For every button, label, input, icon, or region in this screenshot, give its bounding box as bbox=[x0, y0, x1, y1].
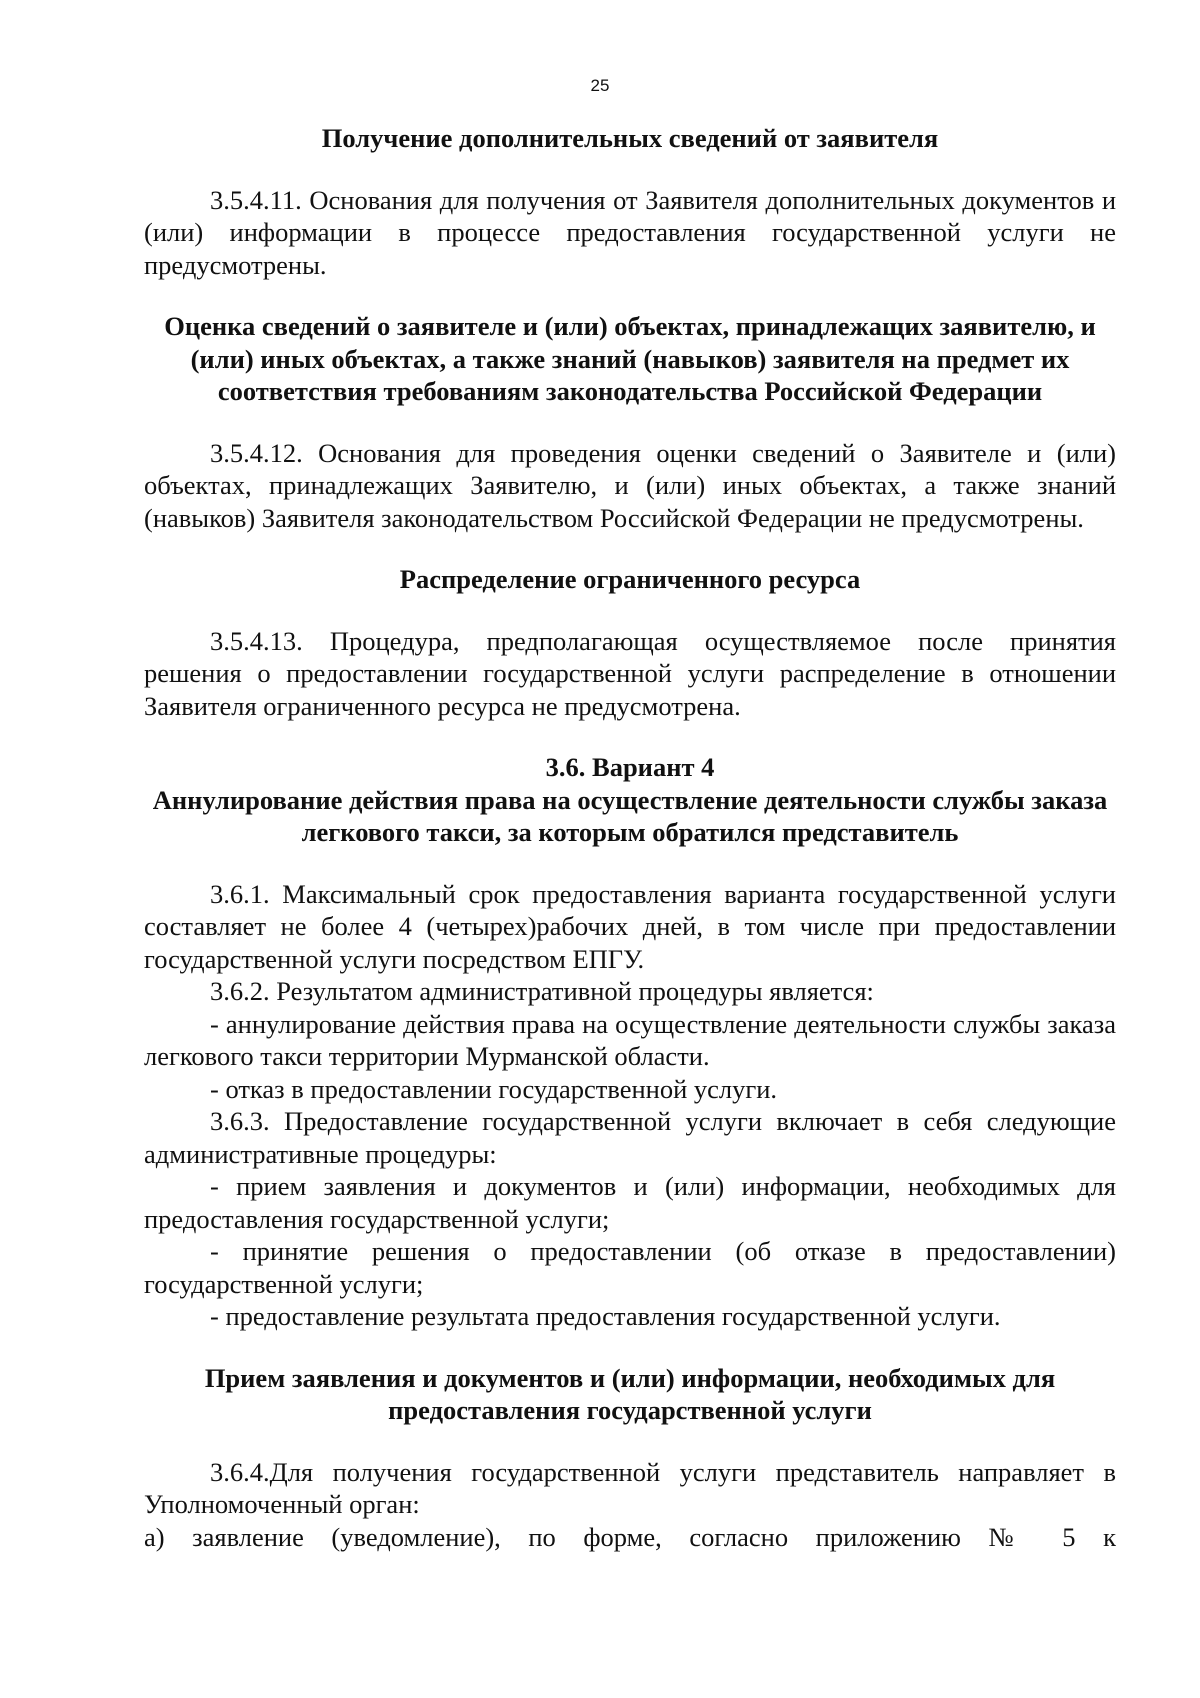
paragraph-3-6-4: 3.6.4.Для получения государственной услуги представитель направляет в Уполномоченный орган: bbox=[144, 1456, 1116, 1519]
heading-assessment: Оценка сведений о заявителе и (или) объектах, принадлежащих заявителю, и (или) иных объектах, а также знаний (навыков) заявителя на предмет их соответствия требованиям законодательства Российской Федерации bbox=[164, 311, 1096, 406]
heading-resource-distribution: Распределение ограниченного ресурса bbox=[399, 564, 861, 594]
paragraph-3-6-3: 3.6.3. Предоставление государственной услуги включает в себя следующие административные процедуры: bbox=[144, 1106, 1116, 1169]
page-content bbox=[144, 122, 1116, 1553]
heading-application-receipt: Прием заявления и документов и (или) информации, необходимых для предоставления государственной услуги bbox=[204, 1362, 1056, 1425]
section-number: 3.6. Вариант 4 bbox=[545, 752, 715, 782]
heading-additional-info: Получение дополнительных сведений от заявителя bbox=[321, 123, 939, 153]
page-number: 25 bbox=[590, 76, 610, 95]
list-item-annulment: - аннулирование действия права на осуществление деятельности службы заказа легкового такси территории Мурманской области. bbox=[144, 1008, 1116, 1071]
paragraph-3-5-4-11: 3.5.4.11. Основания для получения от Заявителя дополнительных документов и (или) информации в процессе предоставления государственной услуги не предусмотрены. bbox=[144, 184, 1116, 280]
list-item-decision: - принятие решения о предоставлении (об отказе в предоставлении) государственной услуги; bbox=[144, 1236, 1116, 1299]
paragraph-3-6-1: 3.6.1. Максимальный срок предоставления варианта государственной услуги составляет не более 4 (четырех)рабочих дней, в том числе при предоставлении государственной услуги посредством ЕПГУ. bbox=[144, 878, 1116, 974]
list-item-refusal: - отказ в предоставлении государственной услуги. bbox=[210, 1073, 778, 1104]
list-item-result: - предоставление результата предоставления государственной услуги. bbox=[210, 1301, 1001, 1331]
list-item-a-text: а) заявление (уведомление), по форме, согласно приложению № 5 к bbox=[144, 1521, 1116, 1552]
paragraph-3-6-2: 3.6.2. Результатом административной процедуры является: bbox=[210, 976, 874, 1006]
paragraph-3-5-4-12: 3.5.4.12. Основания для проведения оценки сведений о Заявителе и (или) объектах, принадлежащих Заявителю, и (или) иных объектах, а также знаний (навыков) Заявителя законодательством Российской Федерации не предусмотрены. bbox=[144, 437, 1116, 533]
list-item-receive-application: - прием заявления и документов и (или) информации, необходимых для предоставления государственной услуги; bbox=[144, 1171, 1116, 1234]
list-item-a bbox=[144, 1521, 1116, 1554]
section-title: Аннулирование действия права на осуществление деятельности службы заказа легкового такси, за которым обратился представитель bbox=[152, 784, 1108, 847]
paragraph-3-5-4-13: 3.5.4.13. Процедура, предполагающая осуществляемое после принятия решения о предоставлении государственной услуги распределение в отношении Заявителя ограниченного ресурса не предусмотрена. bbox=[144, 625, 1116, 721]
